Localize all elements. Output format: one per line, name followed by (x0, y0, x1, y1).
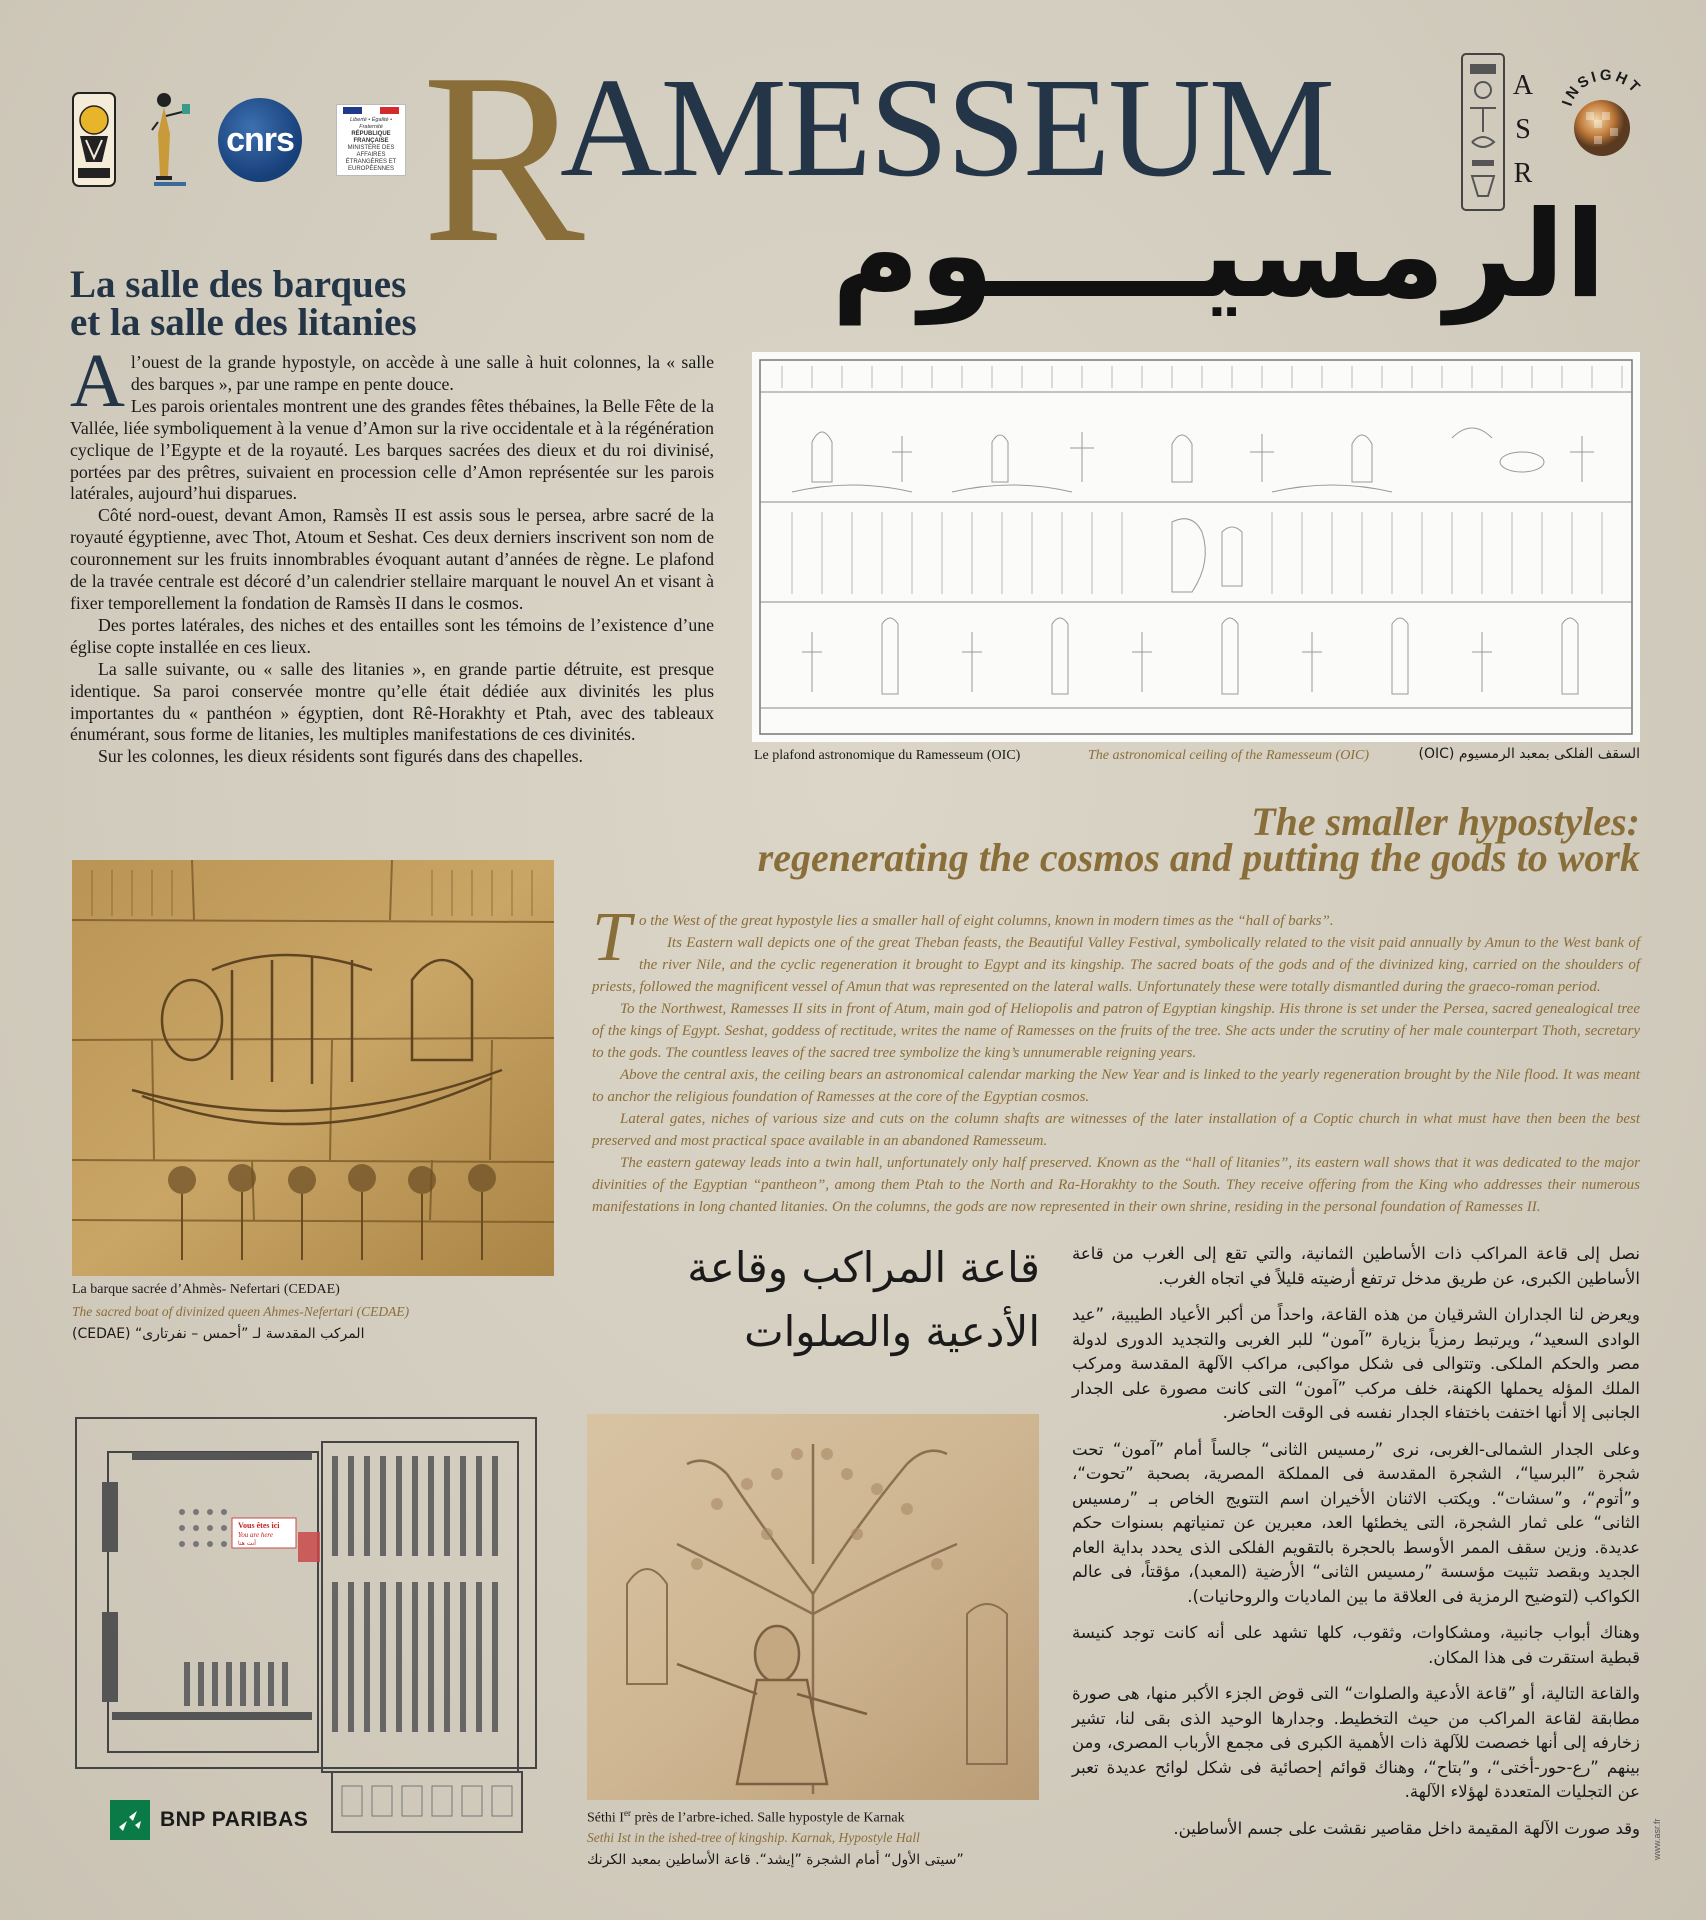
you-are-here-en: You are here (238, 1531, 273, 1539)
french-title (70, 263, 630, 344)
you-are-here-marker (298, 1532, 320, 1562)
english-paragraph: To the Northwest, Ramesses II sits in front of Atum, main god of Heliopolis and patron of Egyptian kingship. His throne is set under the Persea, sacred genealogical tree of the kings of Egypt. Seshat, goddess of rectitude, writes the name of Ramesses on the fruits of the tree. She acts under the scrutiny of her male counterpart Thoth, secretary to the gods. The countless leaves of the sacred tree symbolize the king’s unnumerable reigning years. (592, 1001, 1640, 1061)
mae-ministry: MINISTÈRE DES AFFAIRES ÉTRANGÈRES ET EUROPÉENNES (345, 145, 397, 172)
hieroglyph-cartouche-icon (1460, 52, 1506, 212)
french-body (70, 339, 714, 768)
barque-caption-en: The sacred boat of divinized queen Ahmes-Nefertari (CEDAE) (72, 1304, 410, 1319)
you-are-here-ar: أنت هنا (238, 1540, 256, 1547)
title-main: AMESSEUM (560, 48, 1334, 206)
french-paragraph: Les parois orientales montrent une des grandes fêtes thébaines, la Belle Fête de la Vallée, liée symboliquement à la venue d’Amon sur la rive occidentale et à la régénération cyclique de l’Egypte et de la royauté. Les barques sacrées des dieux et du roi divinisé, portées par des prêtres, suivaient en procession celle d’Amon représentée sur les parois latérales, aujourd’hui disparues. (70, 395, 714, 504)
arabic-paragraph: والقاعة التالية، أو ”قاعة الأدعية والصلوات“ التى قوض الجزء الأكبر منها، هى صورة مطابقة لقاعة المراكب من حيث التخطيط. وجدارها الوحيد الذى بقى لنا، تشير زخارفه إلى أنها خصصت للآلهة ذات الأهمية الكبرى فى مجمع الأرباب المصرى، ومن بينهم ”رع-حور-أختى“، و”بتاح“، وهناك قوائم إحصائية فى شكل لوائح عديدة تعبر عن التجليات المتعددة لهؤلاء الآلهة. (1072, 1684, 1640, 1801)
english-title (560, 799, 1640, 880)
english-title-line2: regenerating the cosmos and putting the gods to work (757, 835, 1640, 880)
english-body (592, 899, 1640, 1218)
relief-caption-fr-sup: er (623, 1808, 631, 1818)
asr-letter-r: R (1513, 158, 1533, 189)
sethi-relief-photo (587, 1414, 1039, 1800)
mae-republic: RÉPUBLIQUE FRANÇAISE (351, 131, 391, 144)
arabic-title-line1: قاعة المراكب وقاعة (687, 1243, 1040, 1292)
arabic-paragraph: نصل إلى قاعة المراكب ذات الأساطين الثمانية، والتي تقع إلى الغرب من قاعة الأساطين الكبرى، عن طريق مدخل ترتفع أرضيته قليلاً في اتجاه الغرب. (1072, 1244, 1640, 1288)
insight-logo (1556, 66, 1656, 166)
asr-letter-s: S (1515, 114, 1531, 145)
ceiling-caption-ar: السقف الفلكى بمعبد الرمسيوم (OIC) (1418, 746, 1640, 762)
ceiling-caption-fr: Le plafond astronomique du Ramesseum (OIC) (754, 748, 1021, 763)
relief-caption-fr-post: près de l’arbre-iched. Salle hypostyle de Karnak (630, 1810, 905, 1826)
egyptian-figure-logo (148, 86, 192, 188)
french-paragraph: La salle suivante, ou « salle des litanies », en grande partie détruite, est presque identique. Sa paroi conservée montre qu’elle était dédiée aux divinités les plus importantes du « panthéon » égyptien, dont Rê-Horakhty et Ptah, avec des tableaux énumérant, sous forme de litanies, les multiples manifestations de ces divinités. (70, 658, 714, 745)
relief-caption-ar: ”سيتى الأول“ أمام الشجرة ”إيشد“. قاعة الأساطين بمعبد الكرنك (587, 1852, 964, 1868)
arabic-paragraph: وهناك أبواب جانبية، ومشكاوات، وثقوب، كلها تشهد على أنه كانت توجد كنيسة قبطية استقرت فى هذا المكان. (1072, 1623, 1640, 1667)
arabic-paragraph: وقد صورت الآلهة المقيمة داخل مقاصير نقشت على جسم الأساطين. (1173, 1818, 1640, 1838)
barque-caption-ar: المركب المقدسة لـ ”أحمس – نفرتارى“ (CEDAE) (72, 1326, 365, 1342)
barque-caption-fr: La barque sacrée d’Ahmès- Nefertari (CEDAE) (72, 1282, 340, 1297)
english-dropcap: T (592, 899, 631, 976)
temple-plan (72, 1412, 542, 1842)
english-paragraph-text: o the West of the great hypostyle lies a smaller hall of eight columns, known in modern times as the “hall of barks”. (638, 913, 1334, 929)
asr-letters (1510, 64, 1536, 196)
website-credit: www.asr.fr (1652, 1818, 1662, 1860)
ceiling-caption-en: The astronomical ceiling of the Ramesseum (OIC) (1088, 748, 1369, 763)
relief-caption-en: Sethi Ist in the ished-tree of kingship. Karnak, Hypostyle Hall (587, 1830, 920, 1845)
arabic-paragraph: ويعرض لنا الجداران الشرقيان من هذه القاعة، واحداً من أكبر الأعياد الطيبية، ”عيد الوادى السعيد“، ويرتبط رمزياً بزيارة ”آمون“ للبر الغربى والتجديد الدورى لدولة مصر والحكم الملكى. وتتوالى فى شكل مواكبى، مراكب الآلهة المقدسة ومركب الملك المؤله يحملها الكهنة، خلف مركب ”آمون“ التى كانت مصورة على الجدار الجانبى إلا أنها اختفت باختفاء الجدار نفسه فى الوقت الحاضر. (1072, 1305, 1640, 1422)
english-paragraph: The eastern gateway leads into a twin hall, unfortunately only half preserved. Known as the “hall of litanies”, its eastern wall shows that it was dedicated to the major divinities of the Egyptian “pantheon”, among them Ptah to the North and Ra-Horakhty to the South. They receive offering from the King who addresses their numerous manifestations in long chanted litanies. On the columns, the gods are now represented in their own shrine, residing in the personal foundation of Ramesses II. (592, 1155, 1640, 1215)
english-title-line1: The smaller hypostyles: (1251, 799, 1640, 844)
asr-letter-a: A (1512, 70, 1534, 101)
astronomical-ceiling-image (752, 352, 1640, 742)
title-arabic: الرمسيـــــوم (831, 186, 1606, 325)
english-paragraph: Lateral gates, niches of various size and cuts on the column shafts are witnesses of the later installation of a Coptic church in what must have then been the best preserved and most practical space available in an abandoned Ramesseum. (592, 1111, 1640, 1149)
cnrs-logo (218, 98, 302, 182)
relief-caption-fr (587, 1808, 905, 1827)
mae-motto: Liberté • Égalité • Fraternité (349, 117, 393, 130)
cnrs-logo-text: cnrs (226, 120, 294, 159)
relief-caption-fr-pre: Séthi I (587, 1810, 624, 1826)
you-are-here-fr: Vous êtes ici (238, 1521, 280, 1530)
insight-label: INSIGHT (1558, 66, 1646, 109)
english-paragraph: Its Eastern wall depicts one of the great Theban feasts, the Beautiful Valley Festival, symbolically related to the visit paid annually by Amun to the West bank of the river Nile, and the cyclic regeneration it brought to Egypt and its kingship. The sacred boats of the gods and of the divinized king, carried on the shoulders of priests, followed the magnificent vessel of Amun that was represented on the lateral walls. Unfortunately these were totally dismantled during the graeco-roman period. (592, 935, 1640, 995)
french-title-line1: La salle des barques (70, 263, 407, 306)
french-paragraph (70, 339, 714, 423)
arabic-paragraph: وعلى الجدار الشمالى-الغربى، نرى ”رمسيس الثانى“ جالساً أمام ”آمون“ تحت شجرة ”البرسيا“، الشجرة المقدسة فى المملكة المصرية، بصحبة ”تحوت“، و”أتوم“، و”سشات“. ويكتب الاثنان الأخيران اسم التتويج الخاص بـ ”رمسيس الثانى“ على ثمار الشجرة، التى يخطئها العد، معبرين عن تمنياتهم بسنوات حكم عديدة. وزين سقف الممر الأوسط بالحجرة بالتقويم الفلكى الذى يحدد بداية العام الجديد وبقصد تثبيت مؤسسة ”رمسيس الثانى“ الأرضية (المعبد)، مؤقتاً، فى عالم الكواكب (لتوضيح الرمزية فى العلاقة ما بين الماديات والروحانيات). (1072, 1439, 1640, 1606)
french-paragraph: Sur les colonnes, les dieux résidents sont figurés dans des chapelles. (98, 746, 583, 767)
title-initial: R (422, 23, 585, 293)
bnp-paribas-name: BNP PARIBAS (160, 1808, 309, 1831)
english-paragraph: Above the central axis, the ceiling bears an astronomical calendar marking the New Year and is linked to the yearly regeneration brought by the Nile flood. It was meant to anchor the religious foundation of Ramesses at the core of the Egyptian cosmos. (592, 1067, 1640, 1105)
bnp-stars-icon (110, 1800, 150, 1840)
french-paragraph-text: l’ouest de la grande hypostyle, on accède à une salle à huit colonnes, la « salle des barques », par une rampe en pente douce. (130, 352, 714, 394)
bnp-paribas-logo (110, 1800, 308, 1840)
arabic-title (680, 1236, 1040, 1364)
french-flag-icon (343, 107, 399, 114)
french-title-line2: et la salle des litanies (70, 301, 417, 344)
french-paragraph: Côté nord-ouest, devant Amon, Ramsès II est assis sous le persea, arbre sacré de la royauté égyptienne, avec Thot, Atoum et Seshat. Ces deux derniers inscrivent son nom de couronnement sur les fruits innombrables évoquant autant d’années de règne. Le plafond de la travée centrale est décoré d’un calendrier stellaire marquant le nouvel An et visant à fixer temporellement la fondation de Ramsès II dans le cosmos. (70, 505, 714, 613)
french-paragraph: Des portes latérales, des niches et des entailles sont les témoins de l’existence d’une église copte installée en ces lieux. (70, 614, 714, 657)
sacred-barque-photo (72, 860, 554, 1276)
french-ministry-logo (336, 104, 406, 176)
french-dropcap: A (70, 339, 125, 423)
ifao-logo (72, 92, 116, 187)
arabic-title-line2: الأدعية والصلوات (744, 1307, 1040, 1356)
arabic-body (1072, 1242, 1640, 1853)
